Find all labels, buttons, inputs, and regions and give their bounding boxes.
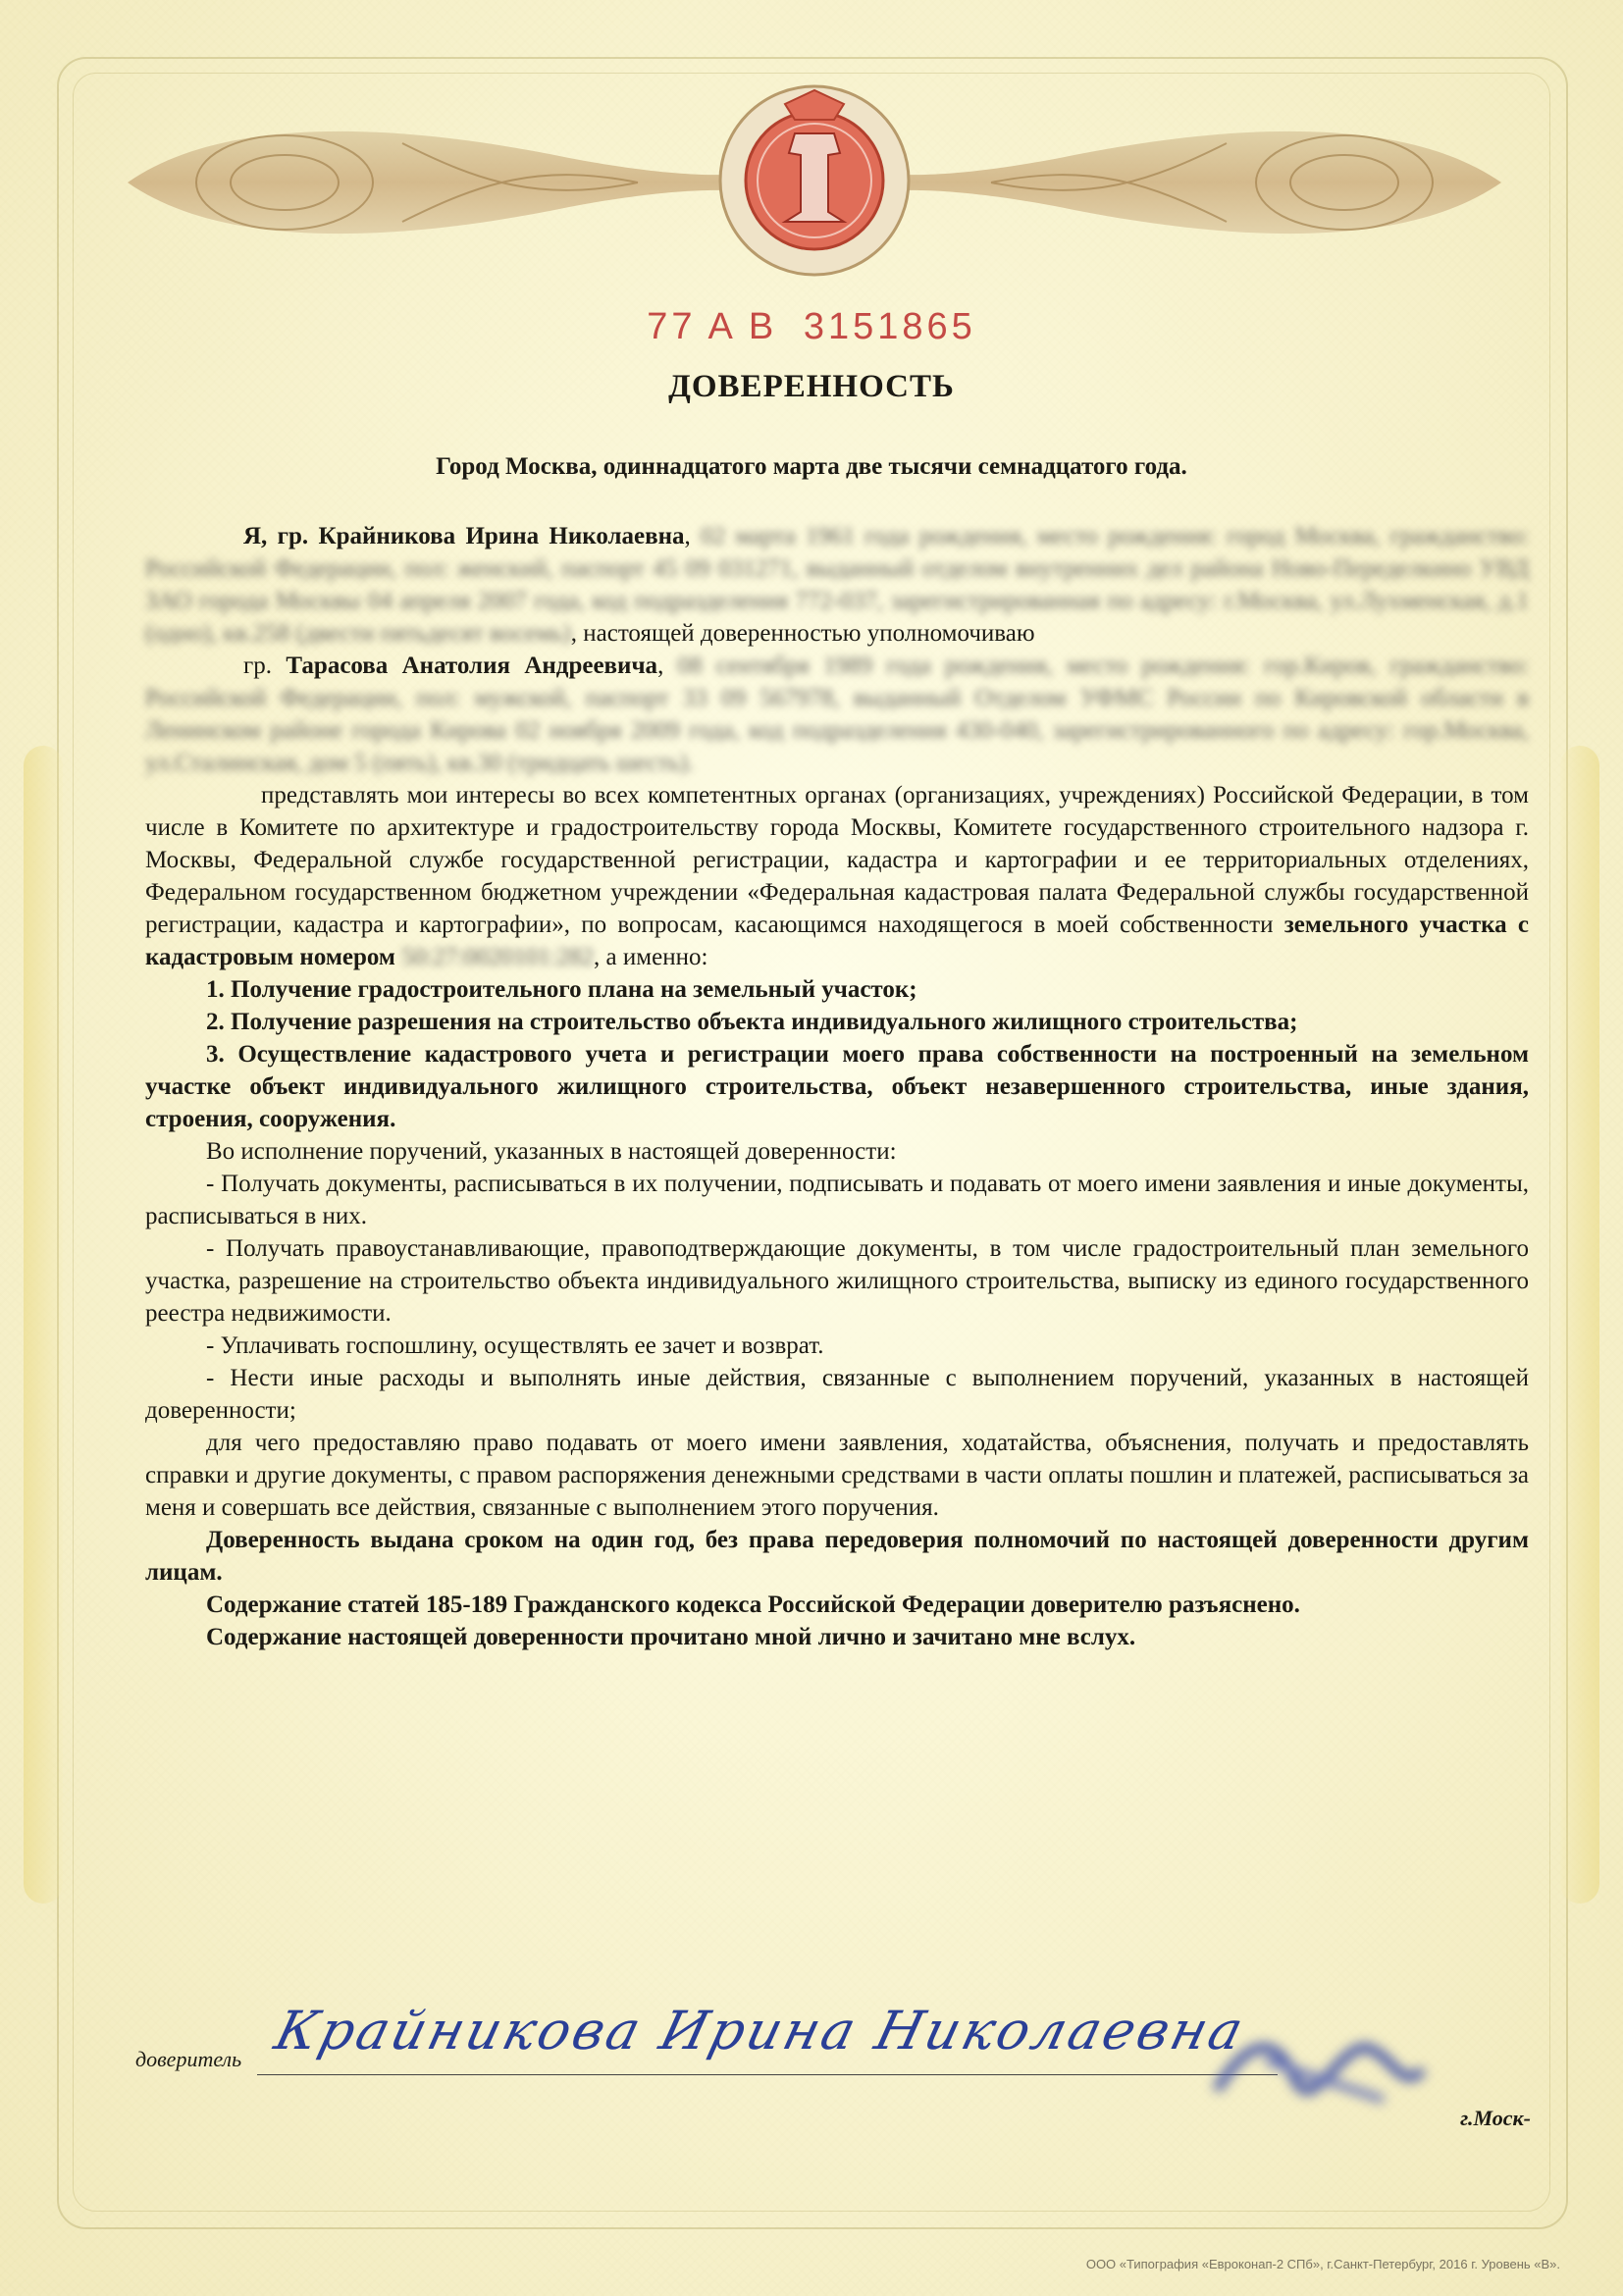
represent-text: представлять мои интересы во всех компетентных органах (организациях, учреждениях) Российской Федерации, в том числе в Комитете по архитектуре и градостроительству города Москвы, Комитете государственного строительного надзора г. Москвы, Федеральной службе государственной регистрации, кадастра и картографии и ее территориальных отделениях, Федеральном государственном бюджетном учреждении «Федеральная кадастровая палата Федеральной службы государственной регистрации, кадастра и картографии», по вопросам, касающимся находящегося в моей собственности bbox=[145, 782, 1529, 938]
agent-intro: гр. bbox=[243, 652, 273, 679]
place-short: г.Моск- bbox=[1460, 2106, 1531, 2130]
principal-paragraph: Я, гр. Крайникова Ирина Николаевна, 02 марта 1961 года рождения, место рождения: город Москва, гражданство: Российской Федерации, пол: женский, паспорт 45 09 031271, выданный отделом внутренних дел района Ново-Переделкино УВД ЗАО города Москвы 04 апреля 2007 года, код подразделения 772-037, зарегистрированная по адресу: г.Москва, ул.Лухменская, д.1 (одно), кв.258 (двести пятьдесят восемь), настоящей доверенностью уполномочиваю bbox=[145, 523, 1530, 647]
document-title: ДОВЕРЕННОСТЬ bbox=[668, 369, 955, 404]
namely-text: , а именно: bbox=[594, 944, 708, 970]
plot-label: земельного участка с кадастровым номером bbox=[145, 912, 1529, 970]
signature-scribble-redacted bbox=[1207, 2002, 1433, 2119]
form-serial-number bbox=[0, 306, 1623, 348]
handwritten-name: Крайникова Ирина Николаевна bbox=[269, 2000, 1252, 2061]
subitem-4: - Нести иные расходы и выполнять иные действия, связанные с выполнением поручений, указанных в настоящей доверенности; bbox=[145, 1365, 1529, 1424]
subitem-1: - Получать документы, расписываться в их получении, подписывать и подавать от моего имени заявления и иные документы, расписываться в них. bbox=[145, 1171, 1529, 1229]
city-and-date: Город Москва, одиннадцатого марта две тысячи семнадцатого года. bbox=[436, 453, 1187, 480]
principal-redacted-details: 02 марта 1961 года рождения, место рождения: город Москва, гражданство: Российской Федерации, пол: женский, паспорт 45 09 031271, выданный отделом внутренних дел района Ново-Переделкино УВД ЗАО города Москвы 04 апреля 2007 года, код подразделения 772-037, зарегистрированная по адресу: г.Москва, ул.Лухменская, д.1 (одно), кв.258 (двести пятьдесят восемь) bbox=[145, 523, 1530, 647]
serial-prefix: 77 bbox=[647, 306, 697, 347]
document-body bbox=[145, 520, 1529, 1653]
agent-name: Тарасова Анатолия Андреевича bbox=[286, 652, 658, 679]
signature-line bbox=[257, 2074, 1278, 2075]
principal-intro: Я, гр. bbox=[243, 523, 309, 549]
agent-paragraph: гр. Тарасова Анатолия Андреевича, 08 сентября 1989 года рождения, место рождения: гор.Киров, гражданство: Российской Федерации, пол: мужской, паспорт 33 09 567978, выданный Отделом УФМС России по Кировской области в Ленинском районе города Кирова 02 ноября 2009 года, код подразделения 430-040, зарегистрированного по адресу: гор.Москва, ул.Сталинская, дом 5 (пять), кв.30 (тридцать шесть). bbox=[145, 652, 1530, 776]
notary-emblem bbox=[720, 86, 909, 275]
subitem-3: - Уплачивать госпошлину, осуществлять ее зачет и возврат. bbox=[206, 1332, 824, 1359]
item-3: 3. Осуществление кадастрового учета и регистрации моего права собственности на построенный на земельном участке объект индивидуального жилищного строительства, объект незавершенного строительства, иные здания, строения, сооружения. bbox=[145, 1041, 1529, 1132]
serial-number: 3151865 bbox=[803, 306, 976, 347]
signature-label: доверитель bbox=[135, 2047, 242, 2071]
rights-paragraph: для чего предоставляю право подавать от моего имени заявления, ходатайства, объяснения, получать и предоставлять справки и другие документы, с правом распоряжения денежными средствами в части оплаты пошлин и платежей, расписываться за меня и совершать все действия, связанные с выполнением этого поручения. bbox=[145, 1430, 1529, 1521]
authorize-text: , настоящей доверенностью уполномочиваю bbox=[570, 620, 1035, 647]
serial-letter-2: В bbox=[748, 306, 778, 347]
plot-number-redacted: 50:27:0020101:282 bbox=[401, 944, 595, 970]
item-1: 1. Получение градостроительного плана на земельный участок; bbox=[206, 976, 917, 1003]
header-ornament bbox=[108, 65, 1521, 310]
side-band-right bbox=[1560, 746, 1599, 1904]
articles-paragraph: Содержание статей 185-189 Гражданского кодекса Российской Федерации доверителю разъяснено. bbox=[206, 1592, 1300, 1618]
term-paragraph: Доверенность выдана сроком на один год, без права передоверия полномочий по настоящей доверенности другим лицам. bbox=[145, 1527, 1529, 1586]
principal-name: Крайникова Ирина Николаевна bbox=[318, 523, 685, 549]
subitem-2: - Получать правоустанавливающие, правоподтверждающие документы, в том числе градостроительный план земельного участка, разрешение на строительство объекта индивидуального жилищного строительства, выписку из единого государственного реестра недвижимости. bbox=[145, 1235, 1529, 1327]
read-paragraph: Содержание настоящей доверенности прочитано мной лично и зачитано мне вслух. bbox=[206, 1624, 1136, 1650]
represent-paragraph bbox=[145, 779, 1529, 973]
side-band-left bbox=[24, 746, 63, 1904]
signature-block bbox=[0, 1992, 1623, 2129]
serial-letter-1: А bbox=[707, 306, 737, 347]
printer-imprint: ООО «Типография «Евроконап-2 СПб», г.Санкт-Петербург, 2016 г. Уровень «В». bbox=[1085, 2257, 1560, 2271]
agent-redacted-details: 08 сентября 1989 года рождения, место рождения: гор.Киров, гражданство: Российской Федерации, пол: мужской, паспорт 33 09 567978, выданный Отделом УФМС России по Кировской области в Ленинском районе города Кирова 02 ноября 2009 года, код подразделения 430-040, зарегистрированного по адресу: гор.Москва, ул.Сталинская, дом 5 (пять), кв.30 (тридцать шесть). bbox=[145, 652, 1530, 776]
execution-intro: Во исполнение поручений, указанных в настоящей доверенности: bbox=[206, 1138, 897, 1165]
item-2: 2. Получение разрешения на строительство объекта индивидуального жилищного строительства; bbox=[206, 1009, 1298, 1035]
